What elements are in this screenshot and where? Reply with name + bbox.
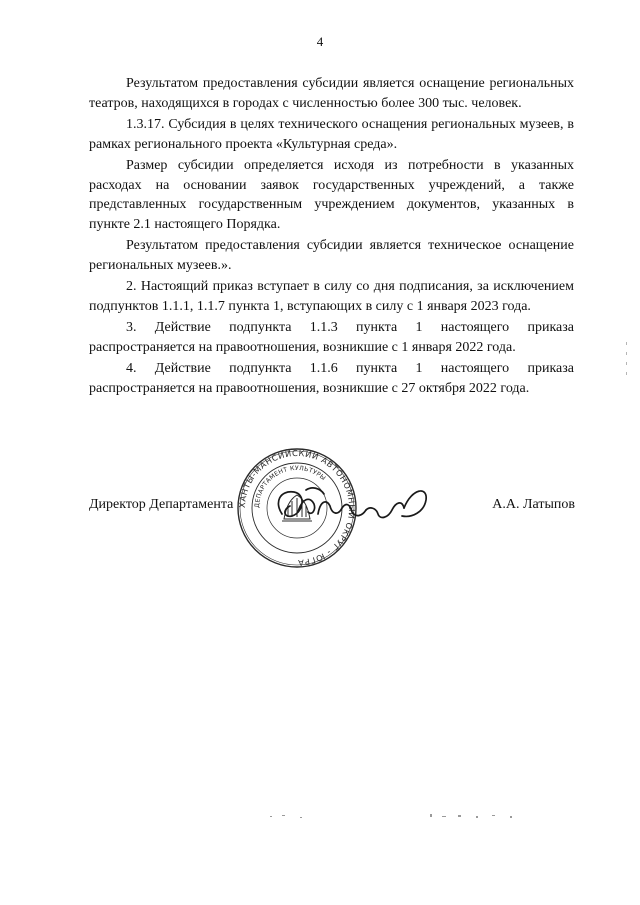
signatory-title: Директор Департамента [89,497,234,512]
scan-edge-marks [624,340,630,380]
page-number: 4 [316,34,324,49]
stamp-inner-text: ДЕПАРТАМЕНТ КУЛЬТУРЫ [253,464,327,509]
paragraph: Размер субсидии определяется исходя из потребности в указанных расходах на основании заявок государственных учреждений, а также представленных государственным учреждением документов, указанных в пункте 2.1 настоящего Порядка. [89,158,574,232]
signatory-name: А.А. Латыпов [492,497,575,512]
paragraph: Результатом предоставления субсидии является оснащение региональных театров, находящихся в городах с численностью более 300 тыс. человек. [89,76,574,111]
paragraph: 3. Действие подпункта 1.1.3 пункта 1 настоящего приказа распространяется на правоотношения, возникшие с 1 января 2022 года. [89,320,574,355]
paragraph: Результатом предоставления субсидии является техническое оснащение региональных музеев.». [89,238,574,273]
paragraph: 4. Действие подпункта 1.1.6 пункта 1 настоящего приказа распространяется на правоотношения, возникшие с 27 октября 2022 года. [89,361,574,396]
stamp-outer-text: ХАНТЫ-МАНСИЙСКИЙ АВТОНОМНЫЙ ОКРУГ - ЮГРА [236,447,358,569]
document-body [89,74,574,400]
paragraph: 2. Настоящий приказ вступает в силу со дня подписания, за исключением подпунктов 1.1.1, 1.1.7 пункта 1, вступающих в силу с 1 января 2023 года. [89,279,574,314]
scan-artifacts [270,812,530,822]
signature [262,472,442,542]
paragraph: 1.3.17. Субсидия в целях технического оснащения региональных музеев, в рамках регионального проекта «Культурная среда». [89,117,574,152]
